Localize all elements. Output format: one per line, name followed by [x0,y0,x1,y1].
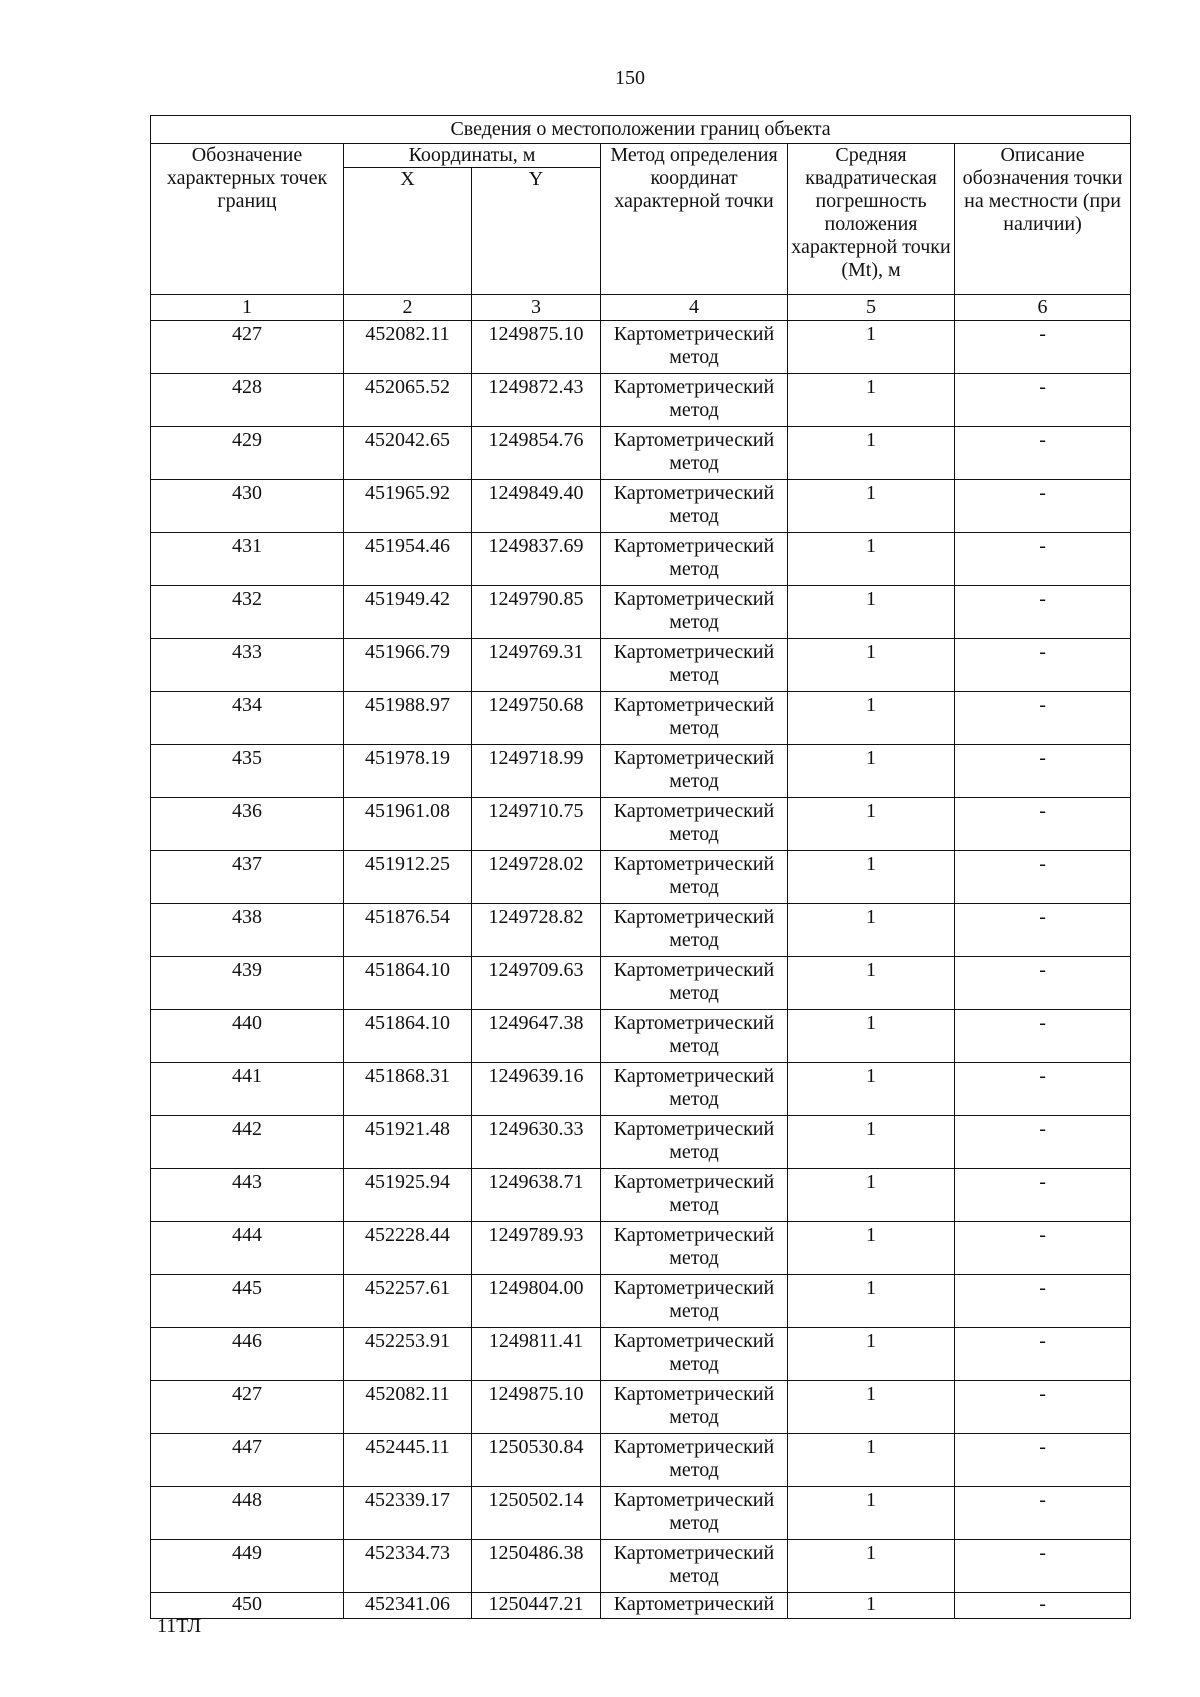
cell-point-number: 447 [151,1434,344,1487]
cell-x-coordinate: 452445.11 [344,1434,472,1487]
cell-method: Картометрический метод [601,1328,788,1381]
cell-y-coordinate: 1249630.33 [472,1116,601,1169]
table-row [151,1540,1131,1593]
table-row [151,1381,1131,1434]
cell-x-coordinate: 452257.61 [344,1275,472,1328]
cell-method: Картометрический метод [601,692,788,745]
cell-description: - [955,1540,1131,1593]
cell-error: 1 [788,533,955,586]
cell-y-coordinate: 1249718.99 [472,745,601,798]
table-row [151,639,1131,692]
cell-y-coordinate: 1249872.43 [472,374,601,427]
cell-x-coordinate: 451966.79 [344,639,472,692]
cell-method: Картометрический метод [601,1275,788,1328]
cell-y-coordinate: 1249875.10 [472,1381,601,1434]
table-row [151,1063,1131,1116]
cell-x-coordinate: 451961.08 [344,798,472,851]
cell-method: Картометрический метод [601,533,788,586]
cell-description: - [955,321,1131,374]
cell-point-number: 450 [151,1593,344,1619]
cell-description: - [955,851,1131,904]
cell-x-coordinate: 451988.97 [344,692,472,745]
table-row [151,798,1131,851]
cell-error: 1 [788,692,955,745]
cell-point-number: 444 [151,1222,344,1275]
cell-x-coordinate: 451864.10 [344,1010,472,1063]
cell-point-number: 439 [151,957,344,1010]
cell-description: - [955,427,1131,480]
cell-y-coordinate: 1250530.84 [472,1434,601,1487]
cell-y-coordinate: 1249790.85 [472,586,601,639]
table-row [151,904,1131,957]
cell-x-coordinate: 451868.31 [344,1063,472,1116]
cell-point-number: 428 [151,374,344,427]
cell-point-number: 440 [151,1010,344,1063]
cell-method: Картометрический метод [601,1222,788,1275]
cell-x-coordinate: 451921.48 [344,1116,472,1169]
cell-error: 1 [788,1593,955,1619]
cell-method: Картометрический метод [601,851,788,904]
column-number: 5 [788,295,955,321]
header-coordinates: Координаты, м [344,144,601,168]
cell-method: Картометрический метод [601,798,788,851]
cell-point-number: 435 [151,745,344,798]
cell-y-coordinate: 1250447.21 [472,1593,601,1619]
cell-error: 1 [788,1010,955,1063]
table-body [151,321,1131,1619]
cell-point-number: 432 [151,586,344,639]
cell-error: 1 [788,374,955,427]
cell-y-coordinate: 1250486.38 [472,1540,601,1593]
cell-description: - [955,1222,1131,1275]
cell-point-number: 448 [151,1487,344,1540]
cell-description: - [955,1487,1131,1540]
table-row [151,1222,1131,1275]
cell-point-number: 441 [151,1063,344,1116]
page-number: 150 [615,67,645,89]
cell-x-coordinate: 452082.11 [344,321,472,374]
cell-point-number: 429 [151,427,344,480]
cell-error: 1 [788,586,955,639]
cell-x-coordinate: 451954.46 [344,533,472,586]
cell-y-coordinate: 1249728.02 [472,851,601,904]
cell-method: Картометрический метод [601,1010,788,1063]
cell-y-coordinate: 1249811.41 [472,1328,601,1381]
column-number: 4 [601,295,788,321]
cell-y-coordinate: 1249709.63 [472,957,601,1010]
cell-x-coordinate: 452082.11 [344,1381,472,1434]
cell-point-number: 449 [151,1540,344,1593]
cell-description: - [955,745,1131,798]
cell-y-coordinate: 1249710.75 [472,798,601,851]
boundary-coordinates-table [150,115,1131,1619]
table-row [151,1169,1131,1222]
cell-method: Картометрический метод [601,1381,788,1434]
column-number: 3 [472,295,601,321]
cell-error: 1 [788,1381,955,1434]
table-row [151,533,1131,586]
cell-method: Картометрический метод [601,745,788,798]
cell-y-coordinate: 1249804.00 [472,1275,601,1328]
table-row [151,321,1131,374]
cell-description: - [955,374,1131,427]
table-title: Сведения о местоположении границ объекта [151,116,1131,144]
cell-x-coordinate: 452065.52 [344,374,472,427]
table-row [151,427,1131,480]
table-row [151,851,1131,904]
cell-error: 1 [788,1275,955,1328]
table-row [151,745,1131,798]
cell-description: - [955,692,1131,745]
cell-method: Картометрический метод [601,374,788,427]
cell-y-coordinate: 1249837.69 [472,533,601,586]
cell-point-number: 434 [151,692,344,745]
cell-method: Картометрический метод [601,1169,788,1222]
cell-method: Картометрический метод [601,1487,788,1540]
cell-y-coordinate: 1249647.38 [472,1010,601,1063]
cell-error: 1 [788,1169,955,1222]
cell-method: Картометрический метод [601,1116,788,1169]
cell-description: - [955,957,1131,1010]
cell-point-number: 446 [151,1328,344,1381]
cell-error: 1 [788,1540,955,1593]
cell-x-coordinate: 452228.44 [344,1222,472,1275]
cell-description: - [955,533,1131,586]
cell-description: - [955,1381,1131,1434]
table-row [151,1275,1131,1328]
cell-x-coordinate: 451912.25 [344,851,472,904]
cell-point-number: 427 [151,1381,344,1434]
cell-y-coordinate: 1249638.71 [472,1169,601,1222]
cell-point-number: 437 [151,851,344,904]
cell-error: 1 [788,1063,955,1116]
cell-error: 1 [788,427,955,480]
cell-error: 1 [788,904,955,957]
footer-code: 11ТЛ [157,1615,202,1637]
header-point-designation: Обозначение характерных точек границ [151,144,344,295]
table-row [151,1010,1131,1063]
header-error: Средняя квадратическая погрешность положения характерной точки (Mt), м [788,144,955,295]
cell-error: 1 [788,1328,955,1381]
column-number: 1 [151,295,344,321]
cell-method: Картометрический метод [601,957,788,1010]
column-number: 2 [344,295,472,321]
cell-description: - [955,1328,1131,1381]
cell-x-coordinate: 452341.06 [344,1593,472,1619]
cell-y-coordinate: 1249854.76 [472,427,601,480]
table-row [151,1487,1131,1540]
cell-error: 1 [788,798,955,851]
cell-point-number: 430 [151,480,344,533]
header-description: Описание обозначения точки на местности (при наличии) [955,144,1131,295]
cell-description: - [955,1434,1131,1487]
cell-description: - [955,798,1131,851]
cell-y-coordinate: 1249769.31 [472,639,601,692]
cell-x-coordinate: 451864.10 [344,957,472,1010]
cell-y-coordinate: 1249875.10 [472,321,601,374]
cell-method: Картометрический метод [601,1434,788,1487]
cell-point-number: 443 [151,1169,344,1222]
table-row [151,957,1131,1010]
cell-description: - [955,904,1131,957]
cell-x-coordinate: 452339.17 [344,1487,472,1540]
cell-point-number: 445 [151,1275,344,1328]
cell-description: - [955,1593,1131,1619]
cell-description: - [955,1169,1131,1222]
cell-method: Картометрический метод [601,904,788,957]
cell-method: Картометрический метод [601,639,788,692]
header-method: Метод определения координат характерной точки [601,144,788,295]
cell-y-coordinate: 1250502.14 [472,1487,601,1540]
cell-x-coordinate: 451965.92 [344,480,472,533]
cell-error: 1 [788,1116,955,1169]
cell-error: 1 [788,1434,955,1487]
cell-error: 1 [788,639,955,692]
cell-error: 1 [788,745,955,798]
cell-method: Картометрический [601,1593,788,1619]
cell-x-coordinate: 452042.65 [344,427,472,480]
cell-error: 1 [788,480,955,533]
cell-method: Картометрический метод [601,586,788,639]
cell-error: 1 [788,1222,955,1275]
cell-x-coordinate: 451949.42 [344,586,472,639]
cell-x-coordinate: 451876.54 [344,904,472,957]
cell-description: - [955,1063,1131,1116]
table-row [151,586,1131,639]
cell-y-coordinate: 1249849.40 [472,480,601,533]
cell-error: 1 [788,1487,955,1540]
header-y: Y [472,168,601,295]
table-row [151,1116,1131,1169]
cell-error: 1 [788,851,955,904]
cell-y-coordinate: 1249639.16 [472,1063,601,1116]
cell-method: Картометрический метод [601,1540,788,1593]
cell-x-coordinate: 452253.91 [344,1328,472,1381]
cell-x-coordinate: 452334.73 [344,1540,472,1593]
cell-error: 1 [788,957,955,1010]
header-x: X [344,168,472,295]
cell-description: - [955,1275,1131,1328]
cell-x-coordinate: 451978.19 [344,745,472,798]
cell-point-number: 433 [151,639,344,692]
cell-description: - [955,1116,1131,1169]
cell-x-coordinate: 451925.94 [344,1169,472,1222]
cell-description: - [955,586,1131,639]
cell-y-coordinate: 1249728.82 [472,904,601,957]
cell-method: Картометрический метод [601,1063,788,1116]
cell-description: - [955,1010,1131,1063]
cell-method: Картометрический метод [601,480,788,533]
table-row [151,1434,1131,1487]
cell-point-number: 438 [151,904,344,957]
cell-y-coordinate: 1249789.93 [472,1222,601,1275]
cell-error: 1 [788,321,955,374]
cell-point-number: 436 [151,798,344,851]
table-row [151,480,1131,533]
column-number: 6 [955,295,1131,321]
table-row [151,1593,1131,1619]
cell-point-number: 431 [151,533,344,586]
cell-description: - [955,480,1131,533]
table-row [151,1328,1131,1381]
cell-description: - [955,639,1131,692]
cell-point-number: 442 [151,1116,344,1169]
cell-y-coordinate: 1249750.68 [472,692,601,745]
cell-method: Картометрический метод [601,427,788,480]
cell-method: Картометрический метод [601,321,788,374]
table-row [151,374,1131,427]
table-row [151,692,1131,745]
cell-point-number: 427 [151,321,344,374]
